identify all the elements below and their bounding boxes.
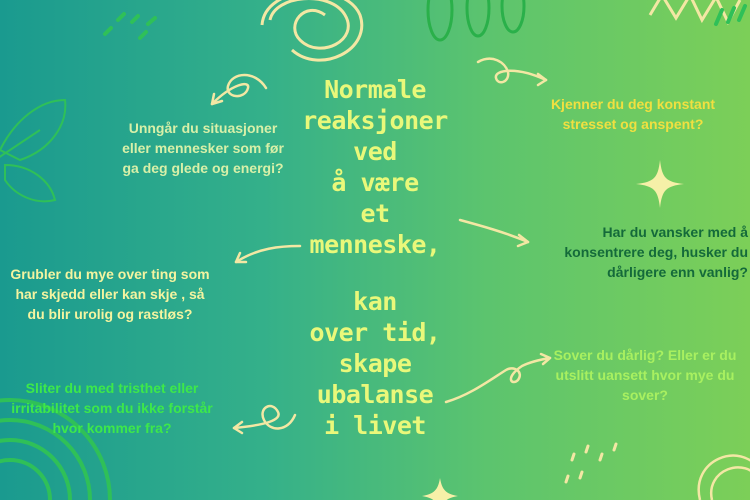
question-sadness: Sliter du med tristhet eller irritabilitet som du ikke forstår hvor kommer fra? [11, 380, 213, 436]
title-line: ved [353, 137, 397, 166]
question-worry: Grubler du mye over ting som har skjedd eller kan skje , så du blir urolig og rastløs? [10, 266, 210, 322]
title-line: å være [331, 168, 419, 197]
title-line: kan [353, 287, 397, 316]
sparkle-star-icon [636, 160, 684, 208]
arrow-to-concentration-question [460, 220, 528, 242]
question-stress: Kjenner du deg konstant stresset og anspent? [550, 96, 716, 132]
arrow-to-stress-question [478, 59, 546, 83]
arrow-to-worry-question [236, 246, 300, 262]
dash-marks-bottom [566, 444, 616, 482]
green-loops-top [428, 0, 524, 40]
title-line: i livet [324, 411, 426, 440]
question-avoid-situations: Unngår du situasjoner eller mennesker som før ga deg glede og energi? [122, 120, 284, 176]
title-line: over tid, [309, 318, 441, 347]
title-line: et [360, 199, 390, 228]
center-title [300, 74, 450, 441]
arrow-to-sadness-question [234, 406, 295, 428]
question-sleep: Sover du dårlig? Eller er du utslitt uansett hvor mye du sover? [553, 347, 737, 403]
butterfly-outline-left [0, 100, 65, 201]
title-line: menneske, [309, 230, 441, 259]
dash-marks-top-left [105, 14, 155, 38]
zigzag-top-right [650, 0, 740, 22]
title-line: Normale [324, 75, 426, 104]
title-spacer [300, 260, 450, 286]
title-line: reaksjoner [302, 106, 448, 135]
question-concentration: Har du vansker med å konsentrere deg, husker du dårligere enn vanlig? [564, 224, 748, 280]
loop-doodle-bottom-right [699, 456, 750, 500]
spiral-doodle-top [262, 0, 362, 60]
sparkle-star-icon [422, 478, 458, 500]
arrow-to-avoid-question [212, 75, 266, 104]
arrow-to-sleep-question [446, 358, 550, 402]
title-line: ubalanse [316, 380, 434, 409]
title-line: skape [338, 349, 412, 378]
